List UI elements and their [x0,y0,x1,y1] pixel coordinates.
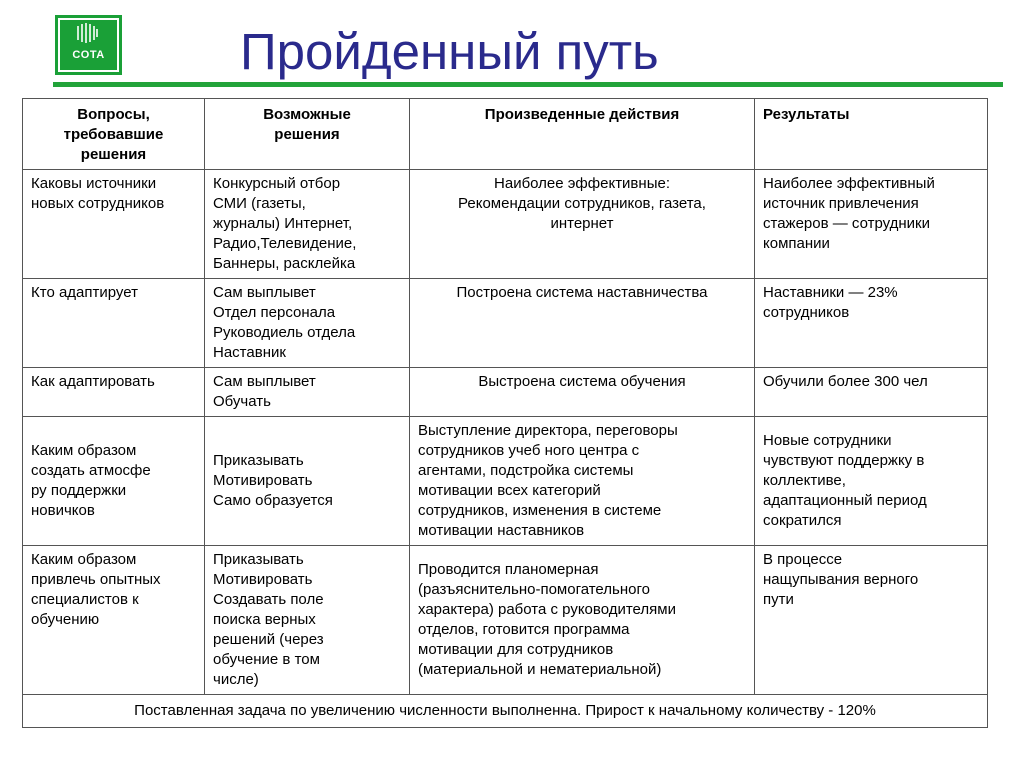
header-actions: Произведенные действия [410,99,755,170]
logo-emblem-icon [74,22,100,44]
header-questions: Вопросы, требовавшие решения [23,99,205,170]
cota-logo [55,15,122,75]
cell-question: Каким образом создать атмосфе ру поддержки новичков [23,417,205,546]
cell-actions: Построена система наставничества [410,279,755,368]
header-results: Результаты [755,99,988,170]
cell-solutions: Сам выплывет Обучать [205,368,410,417]
cell-results: Наставники — 23% сотрудников [755,279,988,368]
cell-solutions: Приказывать Мотивировать Само образуется [205,417,410,546]
table-row [23,417,988,546]
table-row [23,546,988,695]
cell-question: Каковы источники новых сотрудников [23,170,205,279]
cell-results: Наиболее эффективный источник привлечения стажеров — сотрудники компании [755,170,988,279]
title-divider [53,82,1003,87]
table-header-row [23,99,988,170]
cell-question: Кто адаптирует [23,279,205,368]
cell-solutions: Конкурсный отбор СМИ (газеты, журналы) Интернет, Радио,Телевидение, Баннеры, расклейка [205,170,410,279]
header-solutions: Возможные решения [205,99,410,170]
cell-results: Новые сотрудники чувствуют поддержку в коллективе, адаптационный период сократился [755,417,988,546]
table-row [23,279,988,368]
cell-results: В процессе нащупывания верного пути [755,546,988,695]
logo-text: COTA [72,49,105,61]
cell-actions: Наиболее эффективные: Рекомендации сотрудников, газета, интернет [410,170,755,279]
table-row [23,368,988,417]
footer-summary: Поставленная задача по увеличению численности выполненна. Прирост к начальному количеству - 120% [23,695,988,728]
cell-actions: Выстроена система обучения [410,368,755,417]
cell-question: Как адаптировать [23,368,205,417]
results-table [22,98,988,728]
cell-actions: Выступление директора, переговоры сотрудников учеб ного центра с агентами, подстройка системы мотивации всех категорий сотрудников, изменения в системе мотивации наставников [410,417,755,546]
table-footer-row [23,695,988,728]
cell-question: Каким образом привлечь опытных специалистов к обучению [23,546,205,695]
cell-solutions: Приказывать Мотивировать Создавать поле поиска верных решений (через обучение в том числе) [205,546,410,695]
page-title: Пройденный путь [240,23,659,80]
cell-actions: Проводится планомерная (разъяснительно-помогательного характера) работа с руководителями отделов, готовится программа мотивации для сотрудников (материальной и нематериальной) [410,546,755,695]
table-row [23,170,988,279]
cell-solutions: Сам выплывет Отдел персонала Руководиель отдела Наставник [205,279,410,368]
cell-results: Обучили более 300 чел [755,368,988,417]
